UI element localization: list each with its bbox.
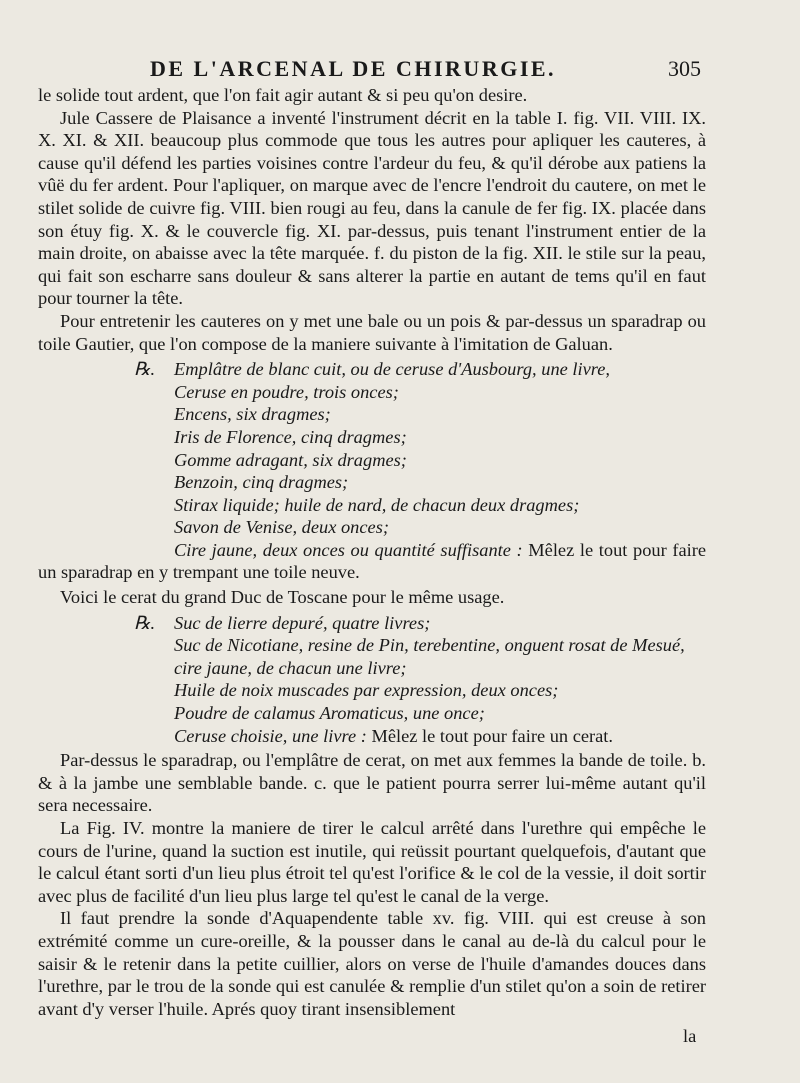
page-header [0, 52, 800, 86]
recipe-line: cire jaune, de chacun une livre; [174, 657, 407, 678]
paragraph: Il faut prendre la sonde d'Aquapendente table xv. fig. VIII. qui est creuse à son extrémité comme un cure-oreille, & la pousser dans le canal au de-là du calcul pour le saisir & le retenir dans la petite cuillier, alors on verse de l'huile d'amandes douces dans l'urethre, par le trou de la sonde qui est canulée & remplie d'un stilet qu'on a soin de retirer avant d'y verser l'huile. Aprés quoy tirant insensiblement [38, 908, 706, 1019]
recipe-line: Huile de noix muscades par expression, deux onces; [174, 680, 559, 701]
recipe-symbol: ℞. [134, 612, 156, 633]
recipe-line: Stirax liquide; huile de nard, de chacun deux dragmes; [174, 494, 580, 515]
recipe-final [38, 539, 706, 584]
paragraph: La Fig. IV. montre la maniere de tirer le calcul arrêté dans l'urethre qui empêche le cours de l'urine, quand la suction est inutile, qui reüssit pourtant quelquefois, d'autant que le calcul étant sorti d'un lieu plus étroit tel qu'est l'orifice & le col de la vessie, il doit sortir avec plus de facilité d'un lieu plus large tel qu'est le canal de la verge. [38, 818, 706, 906]
paragraph: Voici le cerat du grand Duc de Toscane pour le même usage. [60, 587, 505, 608]
recipe-line: Gomme adragant, six dragmes; [174, 449, 407, 470]
recipe-line: Ceruse en poudre, trois onces; [174, 381, 399, 402]
page-number: 305 [668, 56, 701, 81]
recipe-line: Iris de Florence, cinq dragmes; [174, 426, 407, 447]
recipe-cerat [38, 612, 706, 748]
recipe-instruction: Mêlez le tout pour faire un sparadrap en y trempant une toile neuve. [38, 539, 707, 583]
paragraph: le solide tout ardent, que l'on fait agir autant & si peu qu'on desire. [38, 85, 528, 105]
running-title: DE L'ARCENAL DE CHIRURGIE. [150, 56, 557, 81]
catchword: la [683, 1026, 697, 1046]
recipe-symbol: ℞. [134, 359, 156, 380]
recipe-line: Encens, six dragmes; [174, 404, 331, 425]
recipe-ingredient: Suc de lierre depuré, quatre livres; [174, 612, 431, 633]
recipe-final-ingredient: Cire jaune, deux onces ou quantité suffisante : [174, 539, 523, 560]
recipe-final-ingredient: Ceruse choisie, une livre : [174, 725, 367, 746]
recipe-line: Benzoin, cinq dragmes; [174, 472, 349, 493]
recipe-ingredient: Emplâtre de blanc cuit, ou de ceruse d'Ausbourg, une livre, [174, 359, 611, 380]
paragraph: Jule Cassere de Plaisance a inventé l'instrument décrit en la table I. fig. VII. VIII. IX. X. XI. & XII. beaucoup plus commode que tous les autres pour apliquer les cauteres, à cause qu'il défend les parties voisines contre l'ardeur du feu, & qu'il dérobe aux patiens la vûë du fer ardent. Pour l'apliquer, on marque avec de l'encre l'endroit du cautere, on met le stilet solide de cuivre fig. VIII. bien rougi au feu, dans la canule de fer fig. IX. placée dans son étuy fig. X. & le couvercle fig. XI. par-dessus, puis tenant l'instrument entier de la main droite, on abaisse avec la tête marquée. f. du piston de la fig. XII. le stile sur la peau, qui fait son escharre sans douleur & sans alterer la partie en autant de tems qu'il en faut pour tourner la tête. [38, 107, 706, 309]
recipe-sparadrap [38, 358, 706, 584]
paragraph: Pour entretenir les cauteres on y met une bale ou un pois & par-dessus un sparadrap ou toile Gautier, que l'on compose de la maniere suivante à l'imitation de Galuan. [38, 310, 706, 354]
recipe-final [38, 725, 706, 748]
recipe-instruction: Mêlez le tout pour faire un cerat. [366, 725, 614, 746]
recipe-line [38, 358, 706, 381]
body-text [38, 84, 706, 1020]
recipe-line [38, 612, 706, 635]
paragraph: Par-dessus le sparadrap, ou l'emplâtre de cerat, on met aux femmes la bande de toile. b. & à la jambe une semblable bande. c. que le patient pourra serrer lui-même autant qu'il sera necessaire. [38, 750, 706, 816]
recipe-line: Savon de Venise, deux onces; [174, 517, 389, 538]
recipe-line: Poudre de calamus Aromaticus, une once; [174, 703, 485, 724]
recipe-line: Suc de Nicotiane, resine de Pin, terebentine, onguent rosat de Mesué, [174, 635, 685, 656]
